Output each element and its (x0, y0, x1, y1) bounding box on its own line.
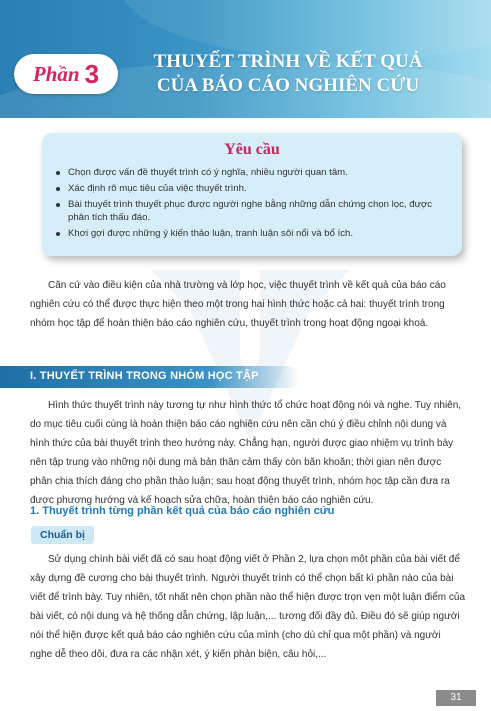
requirement-item: Chọn được vấn đề thuyết trình có ý nghĩa, nhiều người quan tâm. (54, 166, 450, 179)
preparation-paragraph: Sử dụng chính bài viết đã có sau hoạt động viết ở Phần 2, lựa chọn một phần của bài viết để xây dựng đề cương cho bài thuyết trình. Người thuyết trình có thể chọn bất kì phần nào của bài viết để trình bày. Tuy nhiên, tốt nhất nên chọn phần nào thể hiện được trọn vẹn một luận điểm của bài viết, có nội dung và hệ thống dẫn chứng, lập luận,... tương đối đầy đủ. Điều đó sẽ giúp người nói thể hiện được kết quả báo cáo nghiên cứu của mình (cho dù chỉ qua một phần) và người nghe dễ theo dõi, đưa ra các nhận xét, ý kiến phản biện, câu hỏi,... (30, 554, 466, 660)
section-heading: I. THUYẾT TRÌNH TRONG NHÓM HỌC TẬP (30, 370, 259, 382)
requirements-title: Yêu cầu (224, 141, 280, 158)
part-number: 3 (84, 58, 100, 89)
section-heading-band (0, 366, 300, 388)
requirement-item: Khơi gợi được những ý kiến thảo luận, tranh luận sôi nổi và bổ ích. (54, 227, 450, 240)
chapter-header (0, 0, 491, 118)
page-number: 31 (436, 690, 476, 706)
requirements-list (54, 166, 450, 243)
requirement-item: Bài thuyết trình thuyết phục được người nghe bằng những dẫn chứng chọn lọc, được phân tích thấu đáo. (54, 198, 450, 224)
chapter-title (128, 50, 448, 98)
requirements-box (42, 133, 462, 256)
chapter-title-line-2: CỦA BÁO CÁO NGHIÊN CỨU (156, 75, 420, 96)
preparation-tag: Chuẩn bị (31, 526, 94, 544)
intro-paragraph: Căn cứ vào điều kiện của nhà trường và lớp học, việc thuyết trình về kết quả của báo cáo nghiên cứu có thể được thực hiện theo một trong hai hình thức hoặc cả hai: thuyết trình trong nhóm học tập để hoàn thiện báo cáo nghiên cứu, thuyết trình trong hoạt động ngoại khoá. (30, 280, 446, 329)
chapter-title-line-1: THUYẾT TRÌNH VỀ KẾT QUẢ (153, 51, 423, 72)
section-paragraph: Hình thức thuyết trình này tương tự như hình thức tổ chức hoạt động nói và nghe. Tuy nhiên, do mục tiêu cuối cùng là hoàn thiện báo cáo nghiên cứu nên cần chú ý điều chỉnh nội dung và hình thức của bài thuyết trình theo hướng này. Chẳng hạn, người được giao nhiệm vụ trình bày nên tập trung vào những nội dung mà bản thân cảm thấy còn băn khoăn; thời gian nên được phân chia thích đáng cho phần thảo luận; sau hoạt động thuyết trình, nhóm học tập cần đưa ra được phương hướng và kế hoạch sửa chữa, hoàn thiện báo cáo nghiên cứu. (30, 400, 462, 506)
subsection-heading: 1. Thuyết trình từng phần kết quả của báo cáo nghiên cứu (30, 505, 335, 517)
requirement-item: Xác định rõ mục tiêu của việc thuyết trình. (54, 182, 450, 195)
part-badge (14, 54, 118, 94)
part-word: Phần (32, 61, 80, 86)
